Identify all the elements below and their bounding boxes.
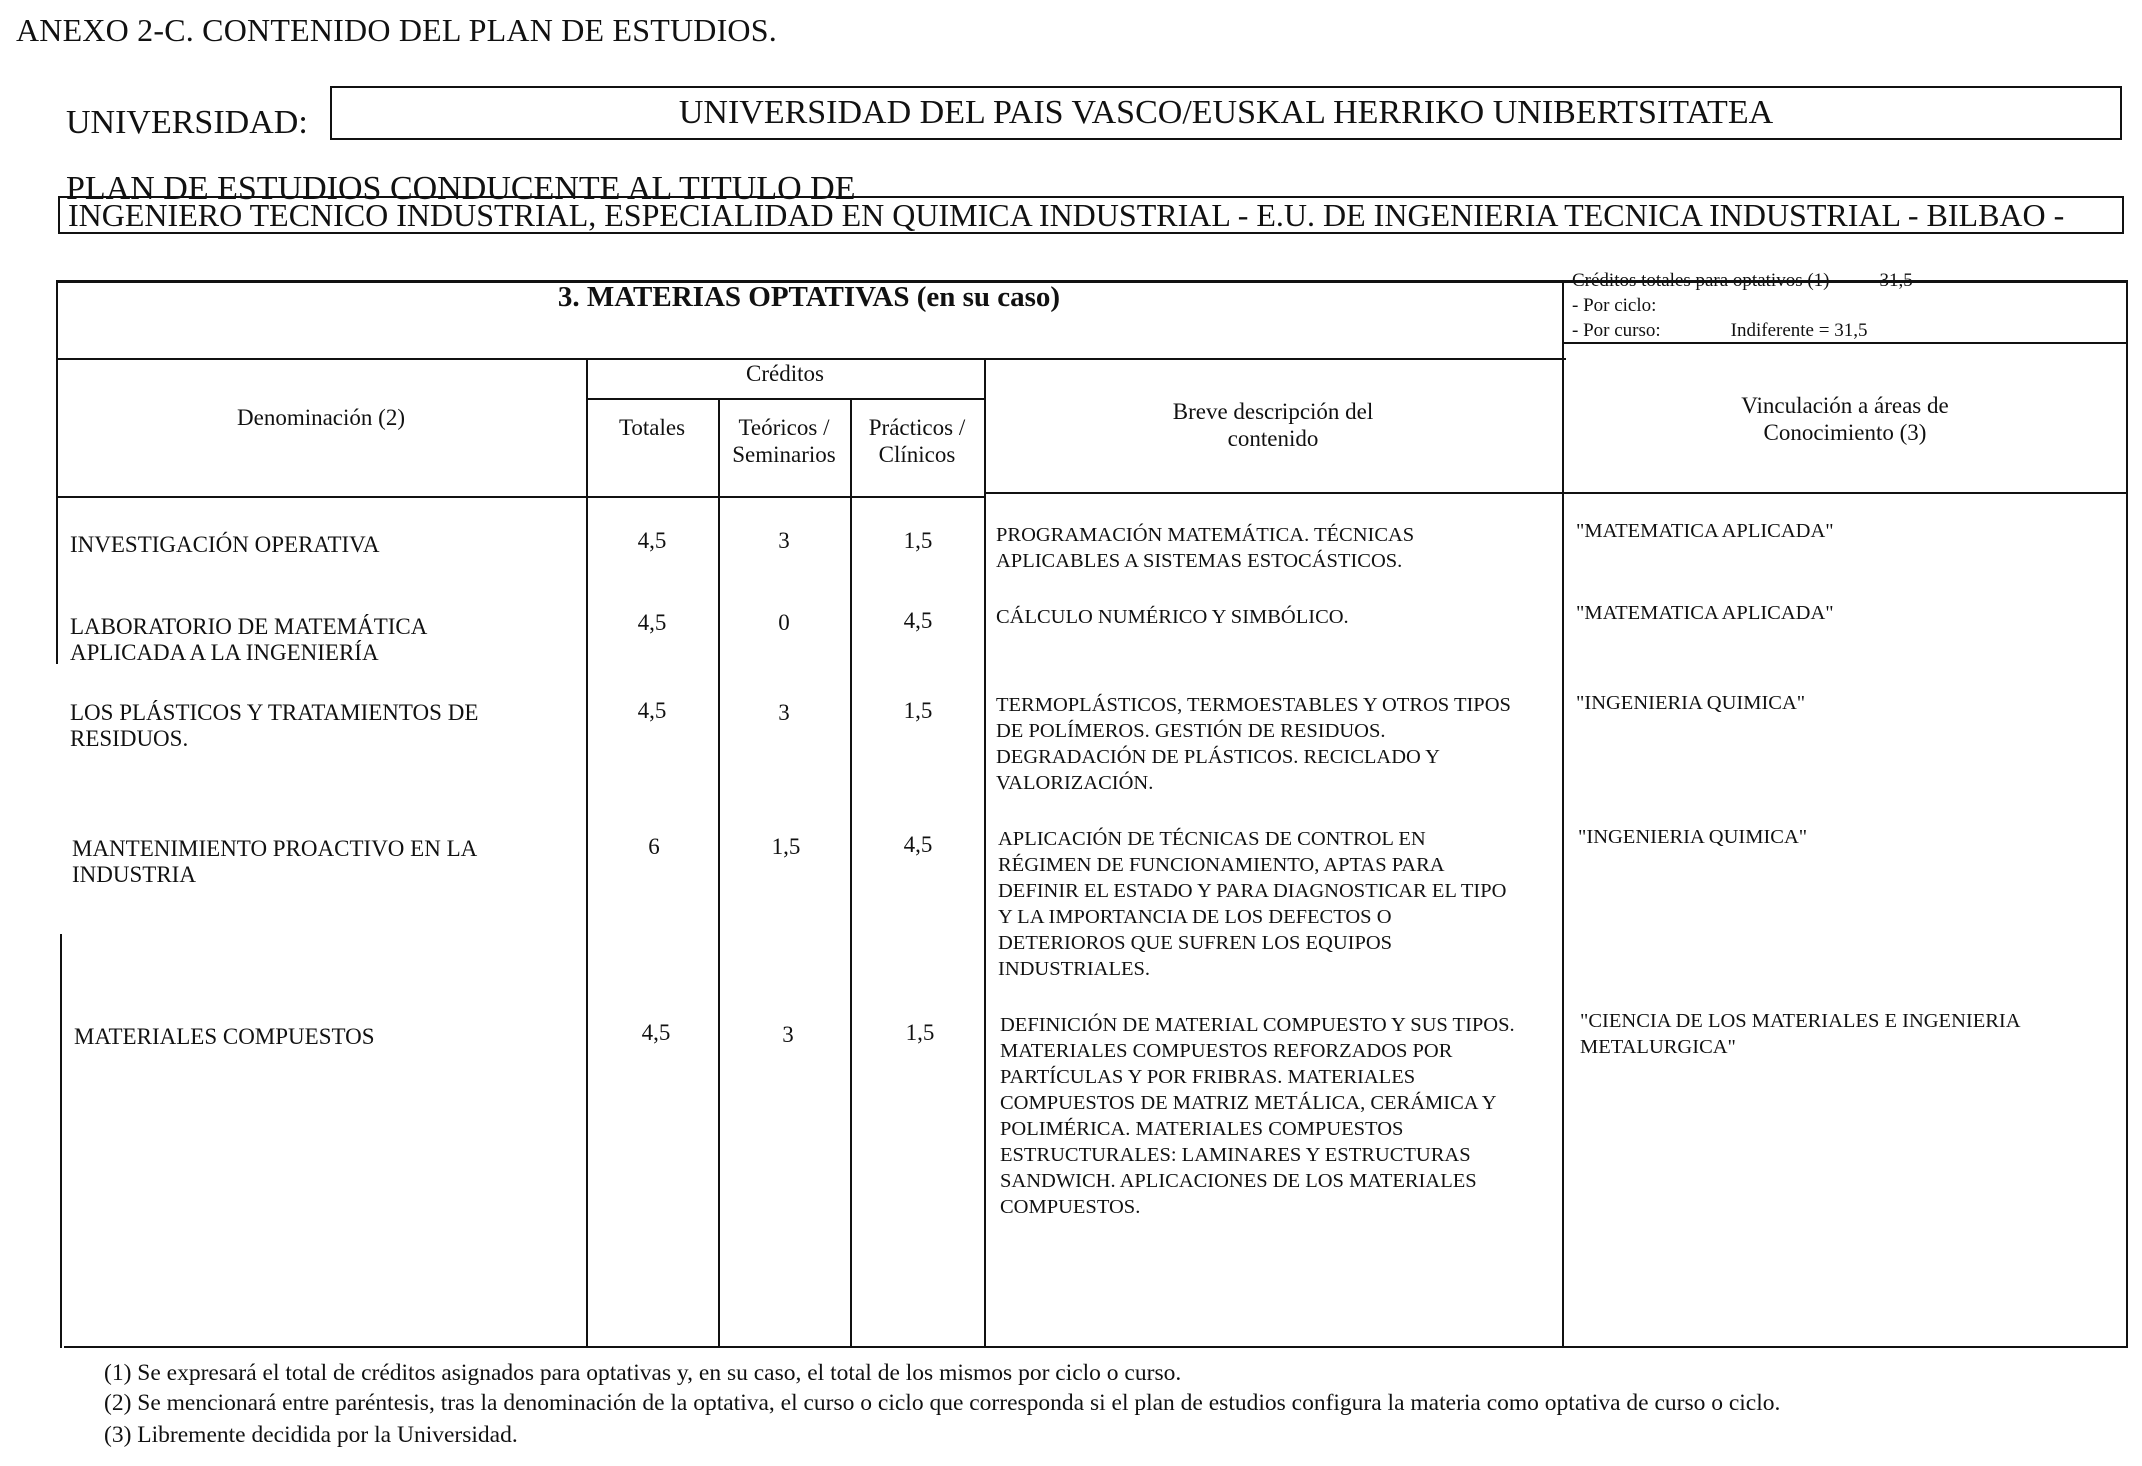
row-practicos: 1,5 bbox=[905, 1020, 935, 1045]
area-line: "INGENIERIA QUIMICA" bbox=[1578, 826, 1808, 848]
desc-line: COMPUESTOS DE MATRIZ METÁLICA, CERÁMICA Y bbox=[1000, 1092, 1497, 1114]
credits-total-label: Créditos totales para optativos (1) bbox=[1572, 270, 1830, 291]
area-line: "MATEMATICA APLICADA" bbox=[1576, 602, 1834, 624]
row-description bbox=[996, 692, 1556, 796]
desc-line: ESTRUCTURALES: LAMINARES Y ESTRUCTURAS bbox=[1000, 1144, 1471, 1166]
footnote-1: (1) Se expresará el total de créditos asignados para optativas y, en su caso, el total de los mismos por ciclo o curso. bbox=[104, 1360, 1182, 1386]
row-totales: 4,5 bbox=[637, 698, 667, 723]
desc-line: Y LA IMPORTANCIA DE LOS DEFECTOS O bbox=[998, 906, 1392, 928]
row-area bbox=[1576, 518, 2136, 544]
header-teoricos-line1: Teóricos / bbox=[738, 415, 830, 440]
header-totales: Totales bbox=[618, 415, 686, 440]
row-totales: 6 bbox=[648, 834, 660, 859]
row-name-line1: MANTENIMIENTO PROACTIVO EN LA bbox=[72, 836, 478, 861]
row-name-line2: INDUSTRIA bbox=[72, 862, 196, 887]
university-label: UNIVERSIDAD: bbox=[66, 104, 308, 141]
credits-info-block bbox=[1572, 268, 2112, 343]
desc-line: PROGRAMACIÓN MATEMÁTICA. TÉCNICAS bbox=[996, 524, 1415, 546]
row-area bbox=[1580, 1008, 2140, 1060]
row-practicos: 4,5 bbox=[903, 832, 933, 857]
desc-line: POLIMÉRICA. MATERIALES COMPUESTOS bbox=[1000, 1118, 1404, 1140]
desc-line: DETERIOROS QUE SUFREN LOS EQUIPOS bbox=[998, 932, 1393, 954]
row-description bbox=[1000, 1012, 1560, 1220]
desc-line: VALORIZACIÓN. bbox=[996, 772, 1154, 794]
desc-line: SANDWICH. APLICACIONES DE LOS MATERIALES bbox=[1000, 1170, 1477, 1192]
row-name-line2: APLICADA A LA INGENIERÍA bbox=[70, 640, 379, 665]
row-name: INVESTIGACIÓN OPERATIVA bbox=[70, 532, 380, 557]
desc-line: PARTÍCULAS Y POR FRIBRAS. MATERIALES bbox=[1000, 1066, 1416, 1088]
desc-line: MATERIALES COMPUESTOS REFORZADOS POR bbox=[1000, 1040, 1453, 1062]
desc-line: DEFINIR EL ESTADO Y PARA DIAGNOSTICAR EL TIPO bbox=[998, 880, 1507, 902]
row-teoricos: 3 bbox=[778, 700, 790, 725]
row-description bbox=[996, 604, 1556, 630]
plan-title: INGENIERO TECNICO INDUSTRIAL, ESPECIALIDAD EN QUIMICA INDUSTRIAL - E.U. DE INGENIERIA TECNICA INDUSTRIAL - BILBAO - bbox=[68, 197, 2065, 233]
desc-line: DE POLÍMEROS. GESTIÓN DE RESIDUOS. bbox=[996, 720, 1386, 742]
desc-line: DEGRADACIÓN DE PLÁSTICOS. RECICLADO Y bbox=[996, 746, 1440, 768]
row-name-line1: LABORATORIO DE MATEMÁTICA bbox=[70, 614, 428, 639]
header-practicos bbox=[850, 414, 984, 468]
row-totales: 4,5 bbox=[641, 1020, 671, 1045]
header-vinculacion-line2: Conocimiento (3) bbox=[1763, 420, 1927, 445]
desc-line: DEFINICIÓN DE MATERIAL COMPUESTO Y SUS TIPOS. bbox=[1000, 1014, 1515, 1036]
credits-por-curso-value: Indiferente = 31,5 bbox=[1730, 320, 1868, 341]
header-vinculacion-line1: Vinculación a áreas de bbox=[1741, 393, 1949, 418]
university-name: UNIVERSIDAD DEL PAIS VASCO/EUSKAL HERRIKO UNIBERTSITATEA bbox=[678, 94, 1774, 131]
row-area bbox=[1578, 824, 2138, 850]
header-descripcion-line1: Breve descripción del bbox=[1172, 399, 1374, 424]
footnote-2: (2) Se mencionará entre paréntesis, tras la denominación de la optativa, el curso o ciclo que corresponda si el plan de estudios configura la materia como optativa de curso o ciclo. bbox=[104, 1390, 1781, 1416]
row-totales: 4,5 bbox=[637, 610, 667, 635]
area-line: "CIENCIA DE LOS MATERIALES E INGENIERIA bbox=[1580, 1010, 2021, 1032]
desc-line: COMPUESTOS. bbox=[1000, 1196, 1141, 1218]
row-practicos: 1,5 bbox=[903, 528, 933, 553]
header-practicos-line1: Prácticos / bbox=[868, 415, 966, 440]
desc-line: CÁLCULO NUMÉRICO Y SIMBÓLICO. bbox=[996, 606, 1349, 628]
footnote-3: (3) Libremente decidida por la Universidad. bbox=[104, 1422, 518, 1448]
desc-line: APLICABLES A SISTEMAS ESTOCÁSTICOS. bbox=[996, 550, 1403, 572]
row-area bbox=[1576, 690, 2136, 716]
row-teoricos: 1,5 bbox=[771, 834, 801, 859]
university-name-box bbox=[330, 86, 2122, 140]
header-descripcion bbox=[984, 398, 1562, 452]
header-denominacion: Denominación (2) bbox=[237, 405, 405, 430]
annex-title: ANEXO 2-C. CONTENIDO DEL PLAN DE ESTUDIOS. bbox=[16, 12, 777, 48]
row-name: MATERIALES COMPUESTOS bbox=[74, 1024, 375, 1049]
section-title bbox=[56, 280, 1562, 314]
header-vinculacion bbox=[1562, 392, 2128, 446]
header-teoricos-line2: Seminarios bbox=[732, 442, 836, 467]
row-teoricos: 0 bbox=[778, 610, 790, 635]
row-description bbox=[998, 826, 1558, 982]
header-descripcion-line2: contenido bbox=[1227, 426, 1319, 451]
header-practicos-line2: Clínicos bbox=[878, 442, 956, 467]
row-description bbox=[996, 522, 1556, 574]
desc-line: APLICACIÓN DE TÉCNICAS DE CONTROL EN bbox=[998, 828, 1426, 850]
desc-line: INDUSTRIALES. bbox=[998, 958, 1151, 980]
section-title-text: 3. MATERIAS OPTATIVAS (en su caso) bbox=[557, 281, 1061, 313]
desc-line: TERMOPLÁSTICOS, TERMOESTABLES Y OTROS TIPOS bbox=[996, 694, 1511, 716]
header-teoricos bbox=[718, 414, 850, 468]
area-line: METALURGICA" bbox=[1580, 1036, 1736, 1058]
row-name-line2: RESIDUOS. bbox=[70, 726, 189, 751]
row-totales: 4,5 bbox=[637, 528, 667, 553]
credits-por-curso-label: - Por curso: bbox=[1572, 320, 1661, 341]
row-teoricos: 3 bbox=[782, 1022, 794, 1047]
desc-line: RÉGIMEN DE FUNCIONAMIENTO, APTAS PARA bbox=[998, 854, 1445, 876]
row-name-line1: LOS PLÁSTICOS Y TRATAMIENTOS DE bbox=[70, 700, 479, 725]
credits-total-value: 31,5 bbox=[1879, 270, 1913, 291]
row-teoricos: 3 bbox=[778, 528, 790, 553]
plan-label: PLAN DE ESTUDIOS CONDUCENTE AL TITULO DE bbox=[66, 170, 856, 207]
row-practicos: 4,5 bbox=[903, 608, 933, 633]
row-practicos: 1,5 bbox=[903, 698, 933, 723]
area-line: "INGENIERIA QUIMICA" bbox=[1576, 692, 1806, 714]
row-area bbox=[1576, 600, 2136, 626]
plan-title-box bbox=[58, 196, 2124, 234]
area-line: "MATEMATICA APLICADA" bbox=[1576, 520, 1834, 542]
credits-por-ciclo: - Por ciclo: bbox=[1572, 295, 1657, 316]
header-creditos: Créditos bbox=[746, 361, 824, 386]
